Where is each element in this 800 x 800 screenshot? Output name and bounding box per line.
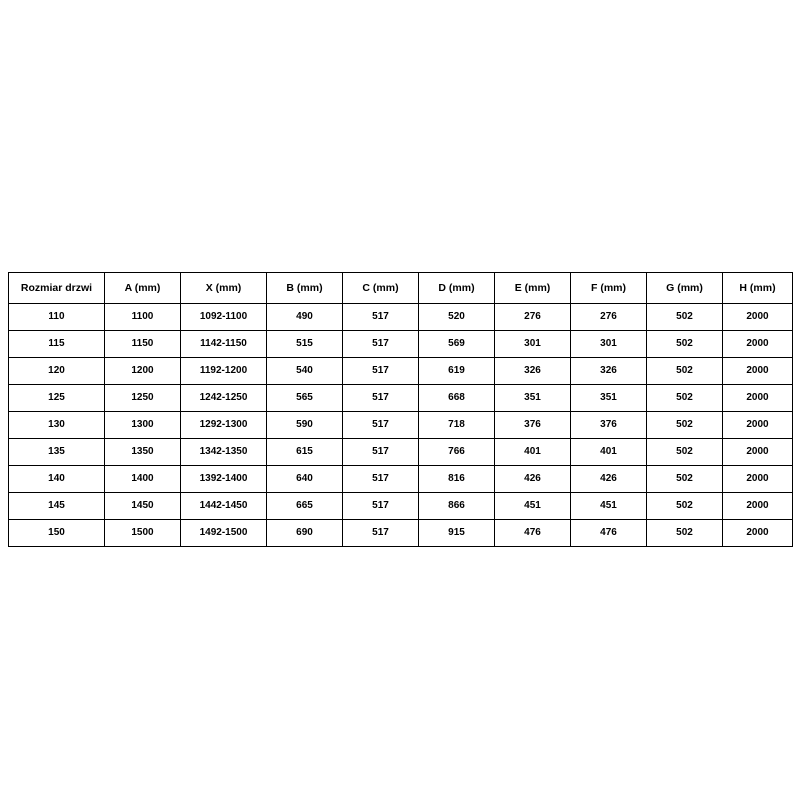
cell-b: 665 xyxy=(267,493,343,520)
cell-c: 517 xyxy=(343,466,419,493)
cell-g: 502 xyxy=(647,385,723,412)
cell-a: 1500 xyxy=(105,520,181,547)
cell-c: 517 xyxy=(343,520,419,547)
cell-x: 1392-1400 xyxy=(181,466,267,493)
cell-door-size: 145 xyxy=(9,493,105,520)
cell-h: 2000 xyxy=(723,385,793,412)
column-header-d: D (mm) xyxy=(419,273,495,304)
cell-d: 718 xyxy=(419,412,495,439)
cell-f: 451 xyxy=(571,493,647,520)
cell-g: 502 xyxy=(647,466,723,493)
cell-d: 816 xyxy=(419,466,495,493)
cell-e: 451 xyxy=(495,493,571,520)
cell-b: 540 xyxy=(267,358,343,385)
cell-a: 1450 xyxy=(105,493,181,520)
cell-d: 915 xyxy=(419,520,495,547)
cell-a: 1400 xyxy=(105,466,181,493)
cell-a: 1350 xyxy=(105,439,181,466)
cell-e: 326 xyxy=(495,358,571,385)
cell-b: 640 xyxy=(267,466,343,493)
cell-e: 426 xyxy=(495,466,571,493)
cell-b: 615 xyxy=(267,439,343,466)
table-row xyxy=(9,331,793,358)
table-row xyxy=(9,439,793,466)
cell-e: 301 xyxy=(495,331,571,358)
cell-h: 2000 xyxy=(723,520,793,547)
cell-e: 276 xyxy=(495,304,571,331)
cell-g: 502 xyxy=(647,439,723,466)
cell-f: 476 xyxy=(571,520,647,547)
cell-door-size: 135 xyxy=(9,439,105,466)
cell-x: 1192-1200 xyxy=(181,358,267,385)
cell-e: 476 xyxy=(495,520,571,547)
cell-h: 2000 xyxy=(723,493,793,520)
table-header-row xyxy=(9,273,793,304)
cell-a: 1200 xyxy=(105,358,181,385)
cell-door-size: 115 xyxy=(9,331,105,358)
cell-c: 517 xyxy=(343,493,419,520)
cell-e: 401 xyxy=(495,439,571,466)
cell-c: 517 xyxy=(343,439,419,466)
cell-f: 351 xyxy=(571,385,647,412)
cell-d: 569 xyxy=(419,331,495,358)
table-row xyxy=(9,520,793,547)
cell-g: 502 xyxy=(647,358,723,385)
column-header-a: A (mm) xyxy=(105,273,181,304)
cell-b: 515 xyxy=(267,331,343,358)
cell-g: 502 xyxy=(647,520,723,547)
cell-f: 301 xyxy=(571,331,647,358)
column-header-b: B (mm) xyxy=(267,273,343,304)
cell-door-size: 140 xyxy=(9,466,105,493)
cell-f: 376 xyxy=(571,412,647,439)
cell-h: 2000 xyxy=(723,466,793,493)
cell-f: 276 xyxy=(571,304,647,331)
cell-e: 351 xyxy=(495,385,571,412)
cell-x: 1492-1500 xyxy=(181,520,267,547)
door-size-spec-table xyxy=(8,272,793,547)
cell-b: 590 xyxy=(267,412,343,439)
cell-d: 520 xyxy=(419,304,495,331)
column-header-e: E (mm) xyxy=(495,273,571,304)
cell-x: 1092-1100 xyxy=(181,304,267,331)
cell-a: 1300 xyxy=(105,412,181,439)
cell-b: 690 xyxy=(267,520,343,547)
cell-d: 766 xyxy=(419,439,495,466)
cell-h: 2000 xyxy=(723,358,793,385)
cell-h: 2000 xyxy=(723,439,793,466)
cell-d: 668 xyxy=(419,385,495,412)
cell-x: 1292-1300 xyxy=(181,412,267,439)
cell-h: 2000 xyxy=(723,304,793,331)
cell-e: 376 xyxy=(495,412,571,439)
cell-h: 2000 xyxy=(723,412,793,439)
cell-b: 490 xyxy=(267,304,343,331)
cell-a: 1150 xyxy=(105,331,181,358)
table-row xyxy=(9,412,793,439)
cell-g: 502 xyxy=(647,304,723,331)
column-header-f: F (mm) xyxy=(571,273,647,304)
cell-b: 565 xyxy=(267,385,343,412)
cell-d: 619 xyxy=(419,358,495,385)
column-header-g: G (mm) xyxy=(647,273,723,304)
table-row xyxy=(9,466,793,493)
column-header-x: X (mm) xyxy=(181,273,267,304)
cell-g: 502 xyxy=(647,412,723,439)
cell-c: 517 xyxy=(343,385,419,412)
table-row xyxy=(9,304,793,331)
cell-g: 502 xyxy=(647,493,723,520)
table-body xyxy=(9,304,793,547)
cell-door-size: 150 xyxy=(9,520,105,547)
cell-door-size: 125 xyxy=(9,385,105,412)
cell-x: 1242-1250 xyxy=(181,385,267,412)
cell-x: 1342-1350 xyxy=(181,439,267,466)
table-row xyxy=(9,358,793,385)
cell-door-size: 130 xyxy=(9,412,105,439)
cell-x: 1142-1150 xyxy=(181,331,267,358)
cell-g: 502 xyxy=(647,331,723,358)
cell-door-size: 110 xyxy=(9,304,105,331)
cell-c: 517 xyxy=(343,358,419,385)
cell-c: 517 xyxy=(343,331,419,358)
cell-f: 426 xyxy=(571,466,647,493)
table-row xyxy=(9,493,793,520)
cell-a: 1100 xyxy=(105,304,181,331)
cell-c: 517 xyxy=(343,304,419,331)
cell-f: 326 xyxy=(571,358,647,385)
table-row xyxy=(9,385,793,412)
cell-h: 2000 xyxy=(723,331,793,358)
cell-f: 401 xyxy=(571,439,647,466)
cell-d: 866 xyxy=(419,493,495,520)
cell-c: 517 xyxy=(343,412,419,439)
cell-x: 1442-1450 xyxy=(181,493,267,520)
cell-door-size: 120 xyxy=(9,358,105,385)
cell-a: 1250 xyxy=(105,385,181,412)
table-header xyxy=(9,273,793,304)
column-header-door-size: Rozmiar drzwi xyxy=(9,273,105,304)
column-header-c: C (mm) xyxy=(343,273,419,304)
column-header-h: H (mm) xyxy=(723,273,793,304)
door-size-spec-table-container xyxy=(8,272,792,547)
